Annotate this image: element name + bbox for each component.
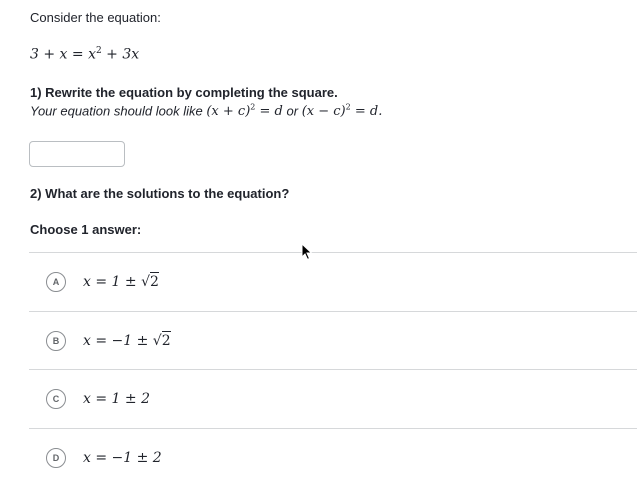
choice-letter-a: A — [46, 272, 66, 292]
choose-label: Choose 1 answer: — [30, 222, 142, 237]
choice-d-text: x = −1 ± 2 — [83, 450, 162, 466]
form-plus: $(x + c)^2 = d$ — [206, 103, 283, 120]
intro-text: Consider the equation: — [30, 10, 161, 25]
mouse-cursor-icon — [301, 243, 313, 261]
form-minus: $(x - c)^2 = d$. — [301, 103, 383, 120]
choice-d[interactable] — [29, 429, 637, 487]
choice-b[interactable] — [29, 312, 637, 370]
choice-letter-b: B — [46, 331, 66, 351]
question-1-title: 1) Rewrite the equation by completing the square. — [30, 85, 338, 100]
choice-a[interactable] — [29, 253, 637, 311]
choice-c[interactable] — [29, 370, 637, 428]
question-2-title: 2) What are the solutions to the equation? — [30, 186, 290, 201]
choice-letter-c: C — [46, 389, 66, 409]
answer-input[interactable] — [29, 141, 125, 167]
question-1-hint: Your equation should look like $(x + c)^2 = d$ or $(x - c)^2 = d$. — [30, 103, 383, 120]
equation: $3 + x = x^2 + 3x$ — [30, 46, 140, 63]
choice-letter-d: D — [46, 448, 66, 468]
choice-b-text: x = −1 ± √2 — [83, 333, 171, 349]
choice-a-text: x = 1 ± √2 — [83, 274, 159, 290]
choice-c-text: x = 1 ± 2 — [83, 391, 150, 407]
